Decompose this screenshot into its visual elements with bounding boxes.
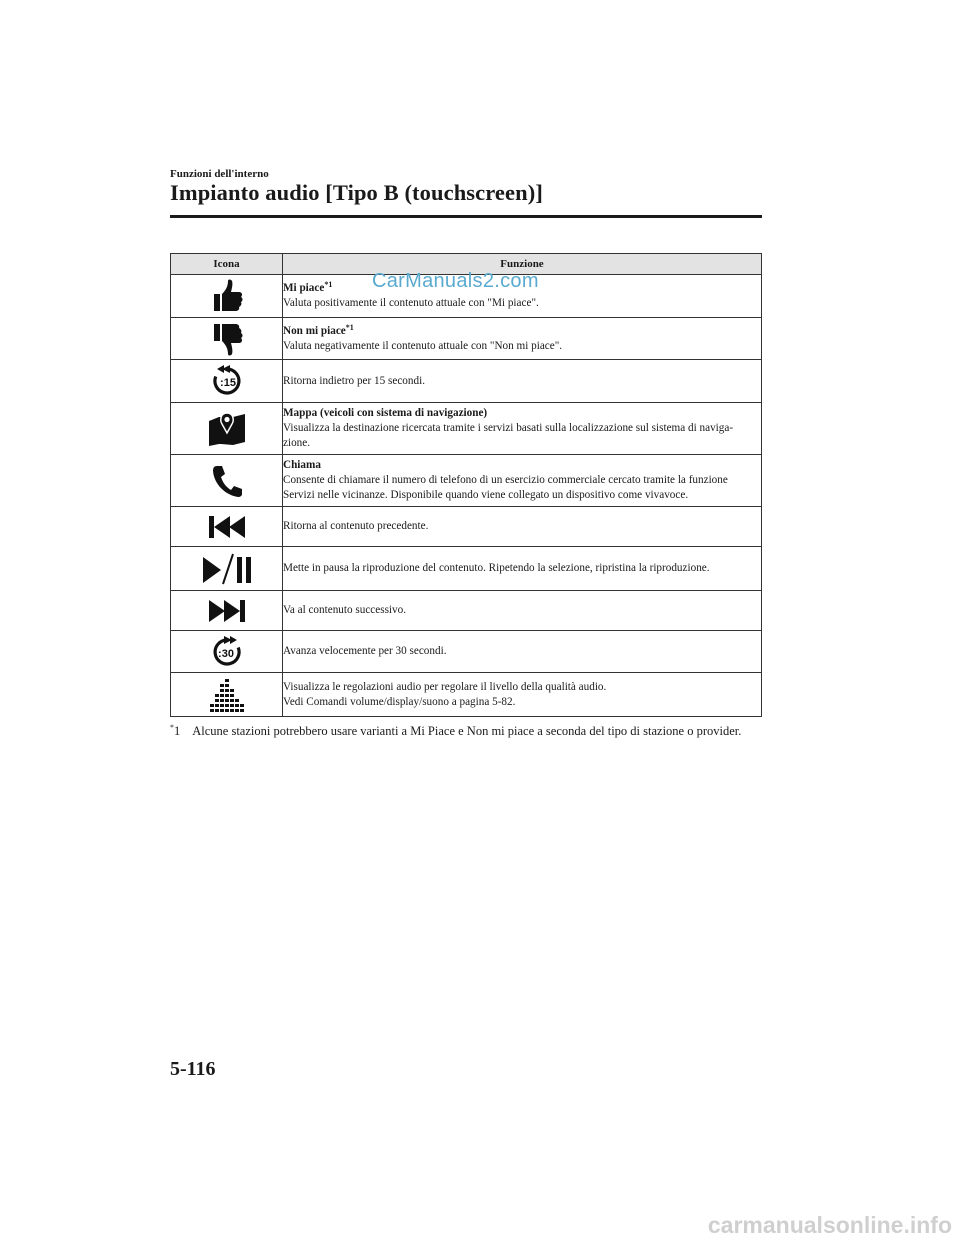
forward-label: :30	[217, 647, 234, 660]
row-title: Mappa (veicoli con sistema di navigazione)	[283, 407, 488, 419]
table-row	[171, 318, 762, 360]
table-row	[171, 455, 762, 507]
row-description: zione.	[283, 437, 311, 449]
title-rule	[170, 215, 762, 218]
row-description: Ritorna indietro per 15 secondi.	[283, 374, 425, 387]
map-icon	[207, 411, 247, 447]
row-description: Visualizza la destinazione ricercata tramite i servizi basati sulla localizzazione sul sistema di naviga-	[283, 422, 734, 434]
thumbs-down-icon	[210, 321, 244, 357]
table-row	[171, 547, 762, 591]
row-description: Servizi nelle vicinanze. Disponibile quando viene collegato un dispositivo come vivavoce.	[283, 489, 689, 501]
row-description: Va al contenuto successivo.	[283, 604, 407, 616]
table-row	[171, 591, 762, 631]
watermark-carmanuals2: CarManuals2.com	[372, 270, 539, 292]
footnote-text: Alcune stazioni potrebbero usare varianti a Mi Piace e Non mi piace a seconda del tipo di stazione o provider.	[192, 724, 742, 738]
table-row	[171, 673, 762, 717]
row-description: Avanza velocemente per 30 secondi.	[283, 645, 447, 657]
row-description: Mette in pausa la riproduzione del contenuto. Ripetendo la selezione, ripristina la riproduzione.	[283, 562, 710, 574]
row-title: Non mi piace$^{*1}$	[283, 322, 354, 337]
row-description: Ritorna al contenuto precedente.	[283, 520, 429, 532]
row-description: Valuta positivamente il contenuto attuale con "Mi piace".	[283, 297, 539, 309]
page-title: Impianto audio [Tipo B (touchscreen)]	[170, 180, 543, 205]
row-description: Visualizza le regolazioni audio per regolare il livello della qualità audio.	[283, 680, 607, 693]
thumbs-up-icon	[210, 278, 244, 314]
play-pause-icon	[201, 553, 253, 585]
rewind-label: :15	[219, 377, 236, 389]
table-row	[171, 507, 762, 547]
header-function-column: Funzione	[283, 254, 762, 275]
watermark-site: carmanualsonline.info	[707, 1212, 952, 1238]
skip-back-icon	[208, 515, 246, 539]
row-description: Valuta negativamente il contenuto attuale con "Non mi piace".	[283, 339, 563, 352]
row-title: Mi piace$^{*1}$	[283, 280, 333, 294]
row-description: Consente di chiamare il numero di telefono di un esercizio commerciale cercato tramite la funzione	[283, 474, 728, 486]
forward-30-icon	[209, 634, 245, 670]
phone-icon	[211, 464, 243, 498]
table-row	[171, 360, 762, 403]
row-title: Chiama	[283, 459, 321, 471]
row-description: Vedi Comandi volume/display/suono a pagina 5-82.	[283, 695, 516, 708]
table-row	[171, 403, 762, 455]
page-number: 5-116	[170, 1058, 216, 1080]
rewind-15-icon	[209, 363, 245, 399]
footnote: *1 Alcune stazioni potrebbero usare varianti a Mi Piace e Non mi piace a seconda del tipo di stazione o provider.	[170, 723, 742, 738]
table-row	[171, 631, 762, 673]
header-icon-column: Icona	[171, 254, 283, 275]
section-label: Funzioni dell'interno	[170, 168, 269, 180]
skip-forward-icon	[208, 599, 246, 623]
function-table	[170, 253, 762, 717]
equalizer-icon	[209, 678, 245, 712]
